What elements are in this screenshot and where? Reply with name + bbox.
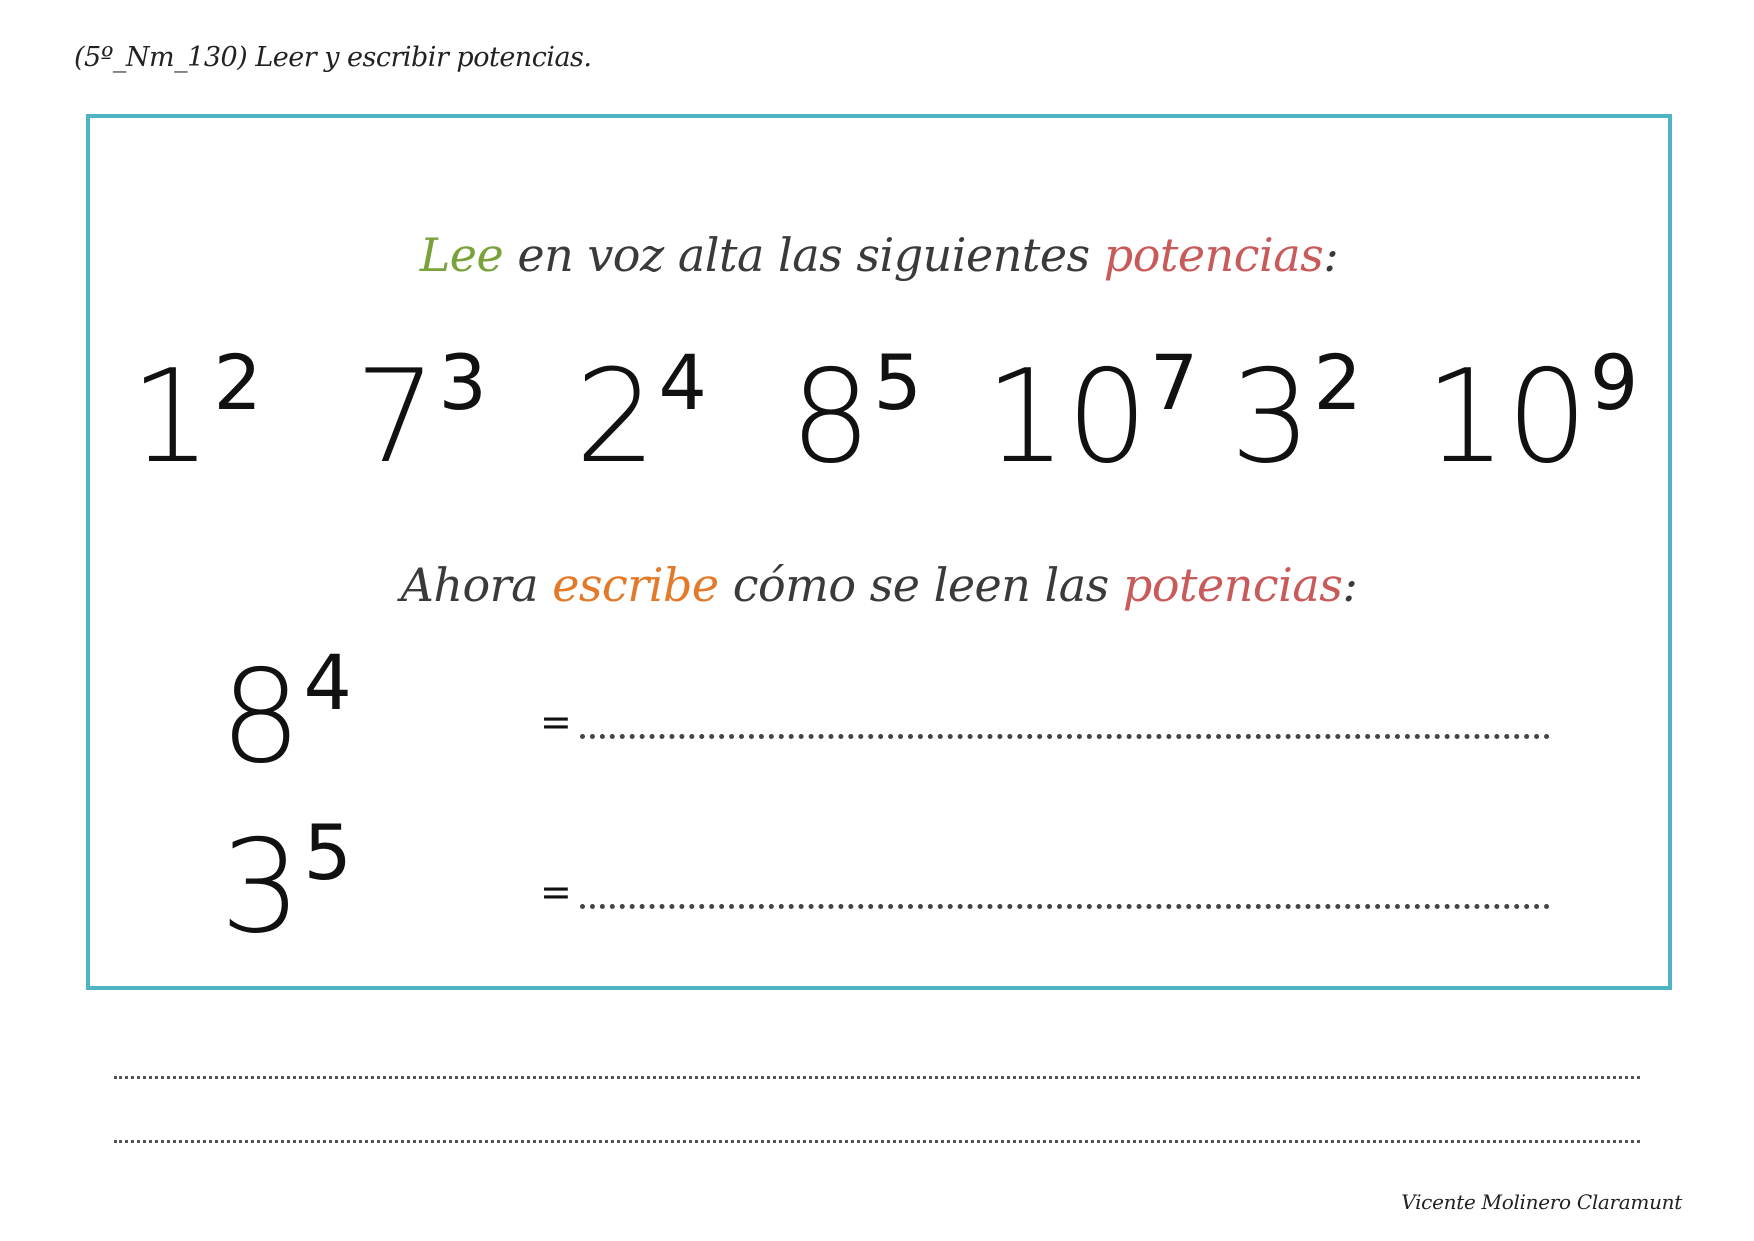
writing-line[interactable]: [114, 1076, 1640, 1079]
power-item: [790, 338, 922, 498]
power-exponent: 2: [1313, 338, 1362, 427]
instruction-write-colon: :: [1342, 558, 1358, 612]
writing-line[interactable]: [114, 1140, 1640, 1143]
power-base: 2: [575, 343, 657, 492]
instruction-read-colon: :: [1323, 228, 1339, 282]
power-item: [985, 338, 1198, 498]
power-item: [1425, 338, 1638, 498]
worksheet-code: (5º_Nm_130): [74, 42, 248, 73]
power-base: 8: [220, 643, 302, 792]
instruction-write-middle: cómo se leen las: [732, 558, 1109, 612]
instruction-read: [90, 228, 1668, 282]
powers-row: [90, 338, 1668, 498]
power-base: 7: [355, 343, 437, 492]
power-item: [355, 338, 487, 498]
power-item: [1230, 338, 1362, 498]
power-exponent: 5: [873, 338, 922, 427]
equals-sign: =: [540, 700, 572, 744]
exercise-row: [220, 808, 1520, 962]
power-item: [575, 338, 707, 498]
power-base: 3: [220, 813, 302, 962]
instruction-read-verb: Lee: [419, 228, 504, 282]
power-exponent: 9: [1589, 338, 1639, 427]
power-base: 1: [130, 343, 212, 492]
power-base: 3: [1230, 343, 1312, 492]
equals-sign: =: [540, 870, 572, 914]
instruction-write-verb: escribe: [552, 558, 719, 612]
answer-line[interactable]: [580, 904, 1550, 909]
exercise-power: [220, 808, 352, 968]
exercise-frame: [86, 114, 1672, 990]
power-base: 8: [790, 343, 872, 492]
exercise-row: [220, 638, 1520, 792]
instruction-read-middle: en voz alta las siguientes: [517, 228, 1090, 282]
answer-line[interactable]: [580, 734, 1550, 739]
power-item: [130, 338, 262, 498]
instruction-write-keyword: potencias: [1122, 558, 1343, 612]
power-exponent: 7: [1149, 338, 1199, 427]
worksheet-title: Leer y escribir potencias.: [255, 42, 592, 73]
power-exponent: 5: [303, 808, 352, 897]
power-base: 10: [985, 343, 1148, 492]
instruction-write: [90, 558, 1668, 612]
power-exponent: 4: [658, 338, 707, 427]
power-exponent: 3: [438, 338, 487, 427]
power-exponent: 2: [213, 338, 262, 427]
instruction-read-keyword: potencias: [1103, 228, 1324, 282]
power-exponent: 4: [303, 638, 352, 727]
author-signature: Vicente Molinero Claramunt: [1401, 1190, 1682, 1214]
exercise-power: [220, 638, 352, 798]
worksheet-header: [74, 42, 591, 73]
power-base: 10: [1425, 343, 1588, 492]
instruction-write-lead: Ahora: [400, 558, 539, 612]
